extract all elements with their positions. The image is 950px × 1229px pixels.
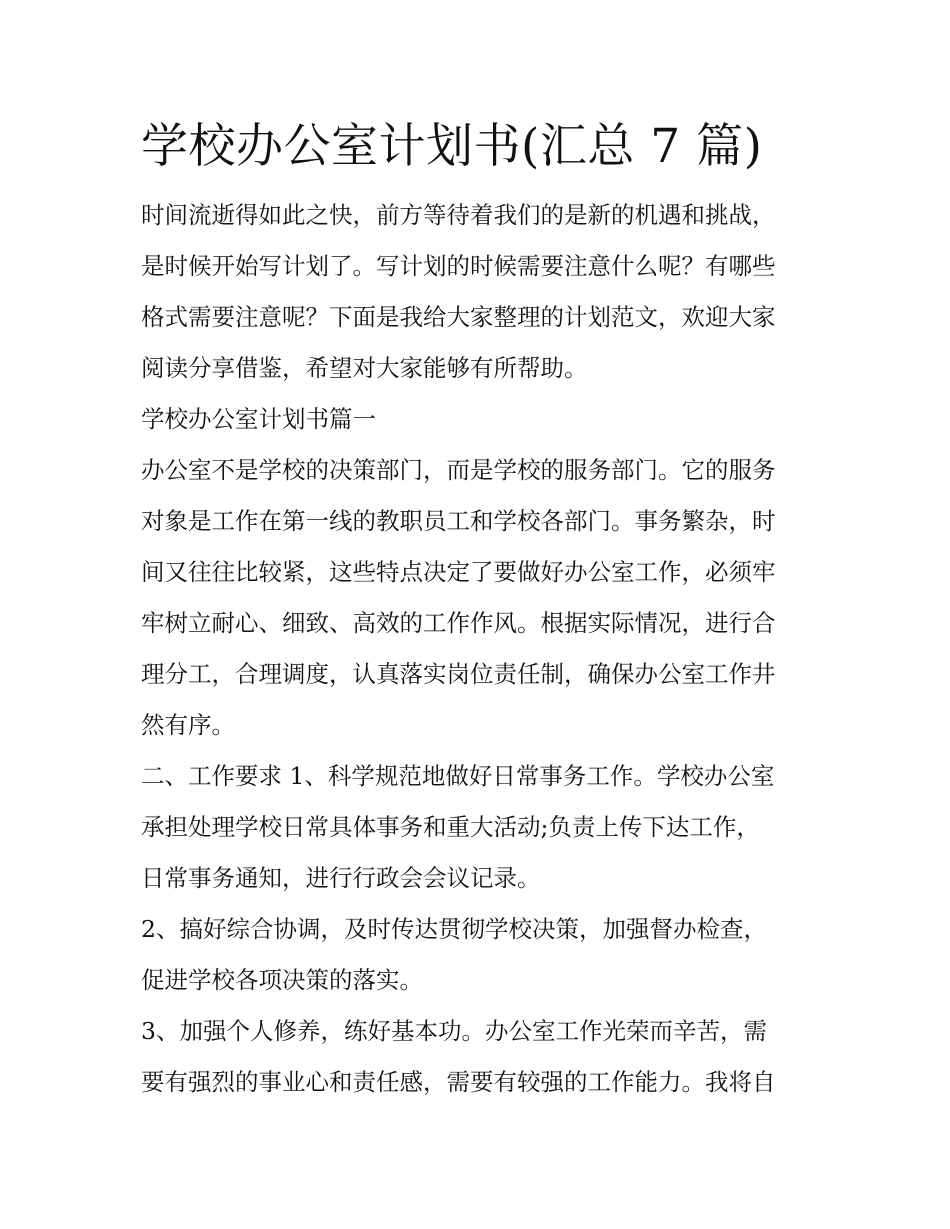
- paragraph-line: 格式需要注意呢？下面是我给大家整理的计划范文，欢迎大家: [141, 303, 776, 331]
- paragraph-line: 要有强烈的事业心和责任感，需要有较强的工作能力。我将自: [141, 1068, 776, 1096]
- document-body: [141, 112, 821, 1108]
- paragraph-line: 然有序。: [141, 711, 235, 739]
- paragraph-line: 是时候开始写计划了。写计划的时候需要注意什么呢？有哪些: [141, 252, 776, 280]
- paragraph-line: 促进学校各项决策的落实。: [141, 966, 423, 994]
- section-heading: 学校办公室计划书篇一: [141, 405, 376, 433]
- paragraph-line: 时间流逝得如此之快，前方等待着我们的是新的机遇和挑战，: [141, 201, 776, 229]
- document-title: 学校办公室计划书(汇总 7 篇): [141, 119, 763, 174]
- paragraph-line: 承担处理学校日常具体事务和重大活动;负责上传下达工作，: [141, 813, 760, 841]
- paragraph-line: 3、加强个人修养，练好基本功。办公室工作光荣而辛苦，需: [141, 1017, 767, 1045]
- paragraph-line: 办公室不是学校的决策部门，而是学校的服务部门。它的服务: [141, 456, 776, 484]
- paragraph-line: 日常事务通知，进行行政会会议记录。: [141, 864, 541, 892]
- paragraph-line: 牢树立耐心、细致、高效的工作作风。根据实际情况，进行合: [141, 609, 776, 637]
- paragraph-line: 间又往往比较紧，这些特点决定了要做好办公室工作，必须牢: [141, 558, 776, 586]
- paragraph-line: 理分工，合理调度，认真落实岗位责任制，确保办公室工作井: [141, 660, 776, 688]
- paragraph-line: 阅读分享借鉴，希望对大家能够有所帮助。: [141, 354, 588, 382]
- paragraph-line: 2、搞好综合协调，及时传达贯彻学校决策，加强督办检查，: [141, 915, 767, 943]
- paragraph-line: 二、工作要求 1、科学规范地做好日常事务工作。学校办公室: [141, 762, 775, 790]
- paragraph-line: 对象是工作在第一线的教职员工和学校各部门。事务繁杂，时: [141, 507, 776, 535]
